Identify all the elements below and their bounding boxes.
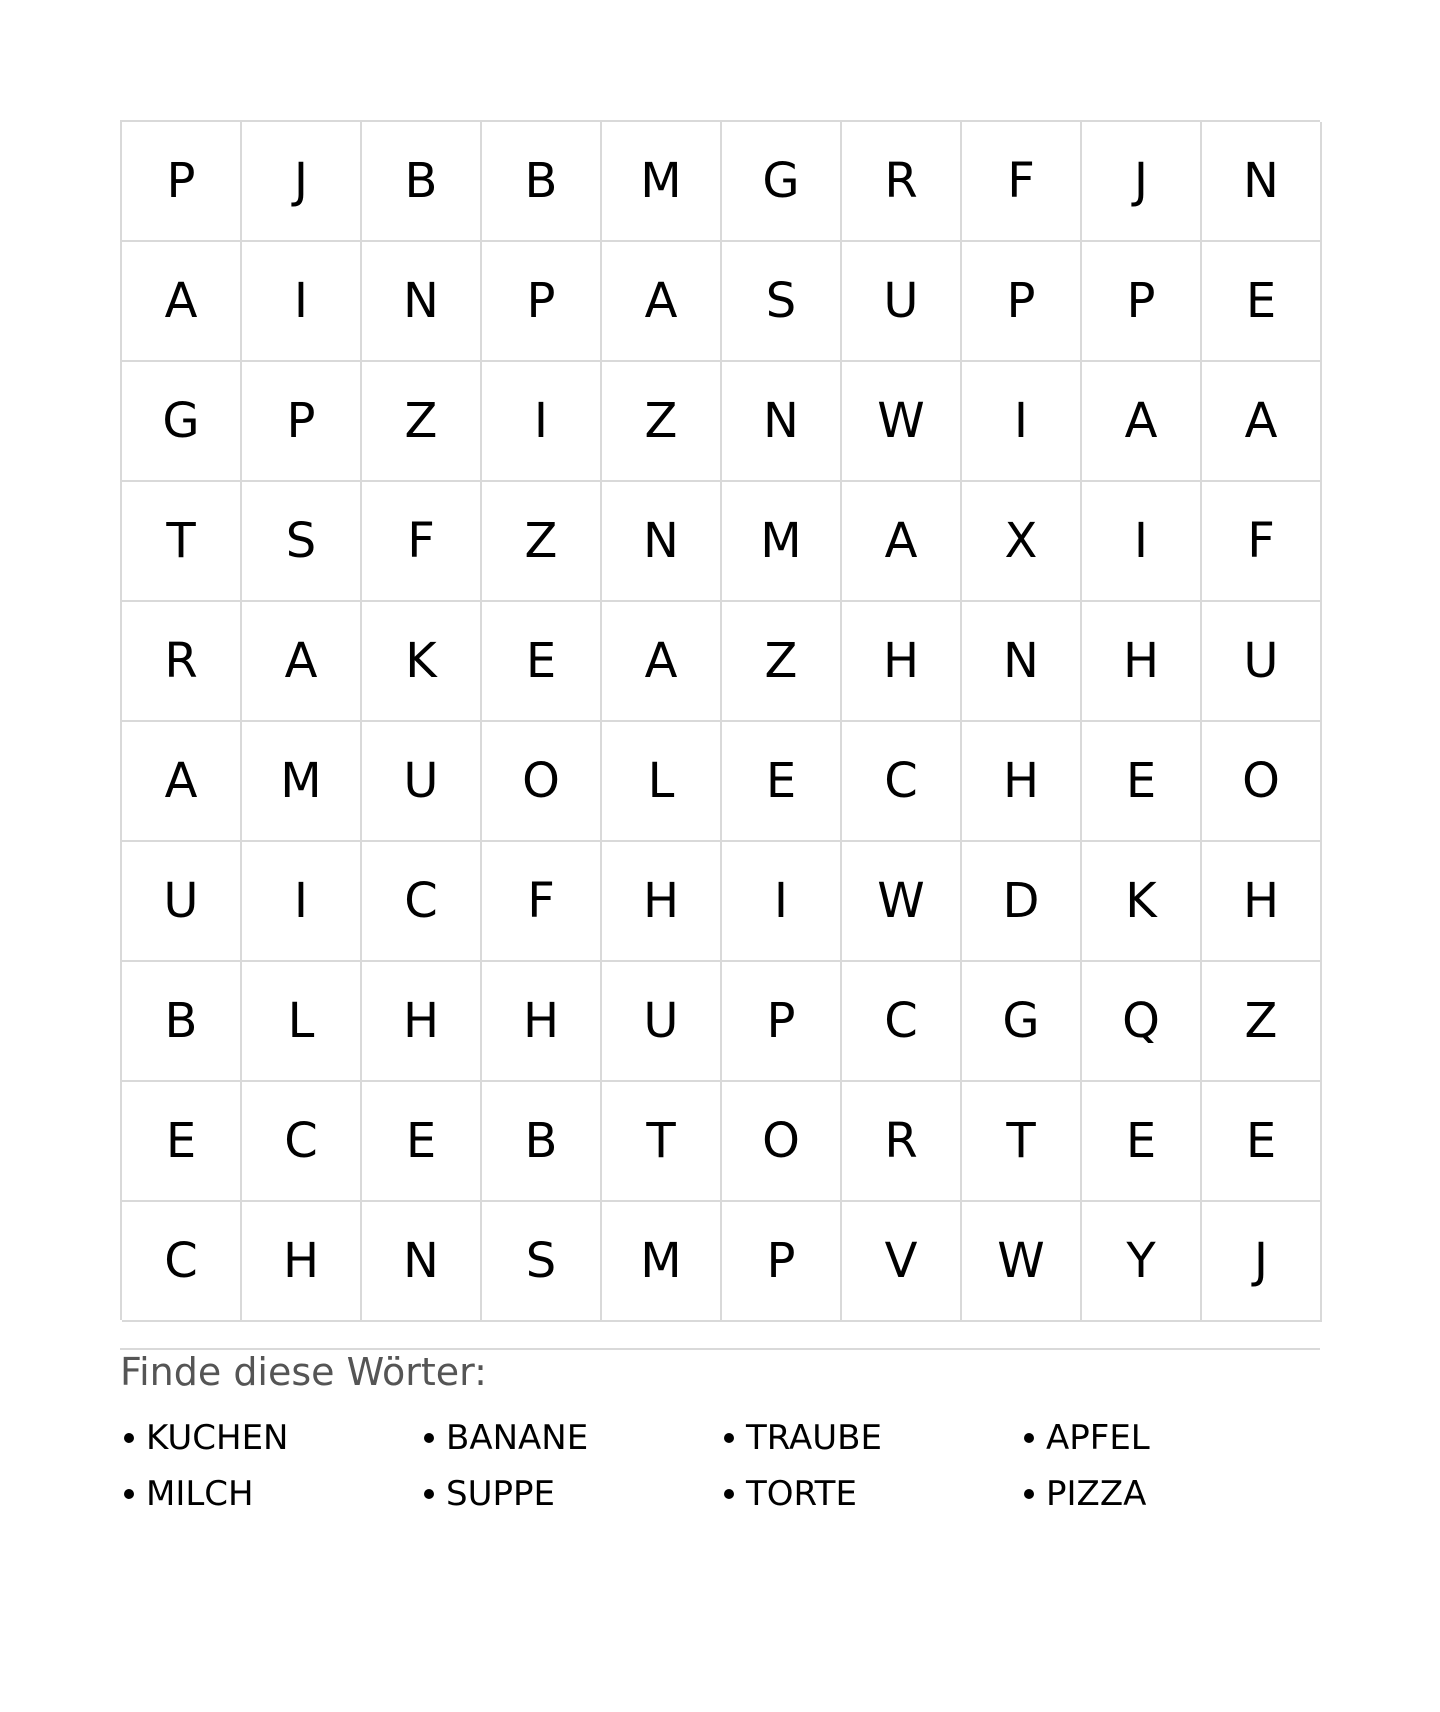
grid-cell[interactable]: F xyxy=(962,122,1082,242)
grid-cell[interactable]: Z xyxy=(722,602,842,722)
grid-cell[interactable]: A xyxy=(1082,362,1202,482)
grid-cell[interactable]: I xyxy=(722,842,842,962)
grid-cell[interactable]: U xyxy=(602,962,722,1082)
word-list-item xyxy=(1020,1466,1320,1522)
grid-cell[interactable]: H xyxy=(842,602,962,722)
grid-cell[interactable]: E xyxy=(1202,242,1322,362)
grid-cell[interactable]: C xyxy=(362,842,482,962)
grid-cell[interactable]: W xyxy=(962,1202,1082,1322)
grid-cell[interactable]: E xyxy=(1082,1082,1202,1202)
word-list-item xyxy=(420,1466,720,1522)
word-label: KUCHEN xyxy=(146,1418,289,1458)
grid-cell[interactable]: P xyxy=(1082,242,1202,362)
grid-cell[interactable]: A xyxy=(842,482,962,602)
word-list-item xyxy=(1020,1410,1320,1466)
grid-cell[interactable]: Z xyxy=(362,362,482,482)
word-label: SUPPE xyxy=(446,1474,555,1514)
grid-cell[interactable]: P xyxy=(962,242,1082,362)
grid-cell[interactable]: L xyxy=(242,962,362,1082)
bullet-icon xyxy=(1024,1433,1034,1443)
grid-cell[interactable]: N xyxy=(362,1202,482,1322)
grid-cell[interactable]: P xyxy=(722,962,842,1082)
grid-cell[interactable]: E xyxy=(722,722,842,842)
grid-cell[interactable]: G xyxy=(722,122,842,242)
grid-cell[interactable]: S xyxy=(242,482,362,602)
word-label: TRAUBE xyxy=(746,1418,882,1458)
grid-cell[interactable]: P xyxy=(122,122,242,242)
word-label: TORTE xyxy=(746,1474,857,1514)
bullet-icon xyxy=(724,1489,734,1499)
grid-cell[interactable]: F xyxy=(362,482,482,602)
grid-cell[interactable]: A xyxy=(122,722,242,842)
grid-cell[interactable]: H xyxy=(242,1202,362,1322)
grid-cell[interactable]: T xyxy=(122,482,242,602)
grid-cell[interactable]: C xyxy=(122,1202,242,1322)
grid-cell[interactable]: N xyxy=(722,362,842,482)
grid-cell[interactable]: X xyxy=(962,482,1082,602)
grid-cell[interactable]: Z xyxy=(602,362,722,482)
grid-cell[interactable]: U xyxy=(1202,602,1322,722)
grid-cell[interactable]: O xyxy=(482,722,602,842)
grid-cell[interactable]: F xyxy=(482,842,602,962)
bullet-icon xyxy=(424,1433,434,1443)
grid-cell[interactable]: E xyxy=(1202,1082,1322,1202)
grid-cell[interactable]: B xyxy=(482,122,602,242)
grid-cell[interactable]: P xyxy=(722,1202,842,1322)
grid-cell[interactable]: R xyxy=(842,122,962,242)
bullet-icon xyxy=(1024,1489,1034,1499)
grid-cell[interactable]: J xyxy=(1082,122,1202,242)
grid-cell[interactable]: R xyxy=(122,602,242,722)
grid-cell[interactable]: C xyxy=(842,722,962,842)
grid-cell[interactable]: E xyxy=(362,1082,482,1202)
grid-cell[interactable]: I xyxy=(242,842,362,962)
grid-cell[interactable]: Z xyxy=(482,482,602,602)
grid-cell[interactable]: T xyxy=(962,1082,1082,1202)
grid-cell[interactable]: K xyxy=(362,602,482,722)
grid-cell[interactable]: V xyxy=(842,1202,962,1322)
word-label: PIZZA xyxy=(1046,1474,1147,1514)
grid-cell[interactable]: G xyxy=(962,962,1082,1082)
grid-cell[interactable]: D xyxy=(962,842,1082,962)
grid-cell[interactable]: P xyxy=(482,242,602,362)
grid-cell[interactable]: E xyxy=(1082,722,1202,842)
bullet-icon xyxy=(724,1433,734,1443)
bullet-icon xyxy=(124,1489,134,1499)
grid-cell[interactable]: I xyxy=(1082,482,1202,602)
grid-cell[interactable]: H xyxy=(1202,842,1322,962)
grid-cell[interactable]: H xyxy=(1082,602,1202,722)
grid-cell[interactable]: E xyxy=(122,1082,242,1202)
word-list-item xyxy=(720,1410,1020,1466)
word-list-item xyxy=(720,1466,1020,1522)
grid-cell[interactable]: B xyxy=(482,1082,602,1202)
grid-cell[interactable]: J xyxy=(242,122,362,242)
grid-cell[interactable]: H xyxy=(482,962,602,1082)
grid-cell[interactable]: J xyxy=(1202,1202,1322,1322)
grid-cell[interactable]: N xyxy=(962,602,1082,722)
word-list xyxy=(120,1410,1320,1522)
grid-cell[interactable]: L xyxy=(602,722,722,842)
word-label: APFEL xyxy=(1046,1418,1150,1458)
grid-cell[interactable]: M xyxy=(242,722,362,842)
grid-cell[interactable]: T xyxy=(602,1082,722,1202)
grid-cell[interactable]: N xyxy=(1202,122,1322,242)
grid-cell[interactable]: H xyxy=(362,962,482,1082)
grid-cell[interactable]: M xyxy=(722,482,842,602)
grid-cell[interactable]: E xyxy=(482,602,602,722)
grid-cell[interactable]: C xyxy=(842,962,962,1082)
grid-cell[interactable]: A xyxy=(602,602,722,722)
bullet-icon xyxy=(124,1433,134,1443)
grid-cell[interactable]: M xyxy=(602,1202,722,1322)
grid-cell[interactable]: W xyxy=(842,842,962,962)
grid-cell[interactable]: A xyxy=(242,602,362,722)
grid-cell[interactable]: S xyxy=(482,1202,602,1322)
grid-cell[interactable]: C xyxy=(242,1082,362,1202)
word-list-item xyxy=(120,1410,420,1466)
grid-cell[interactable]: U xyxy=(122,842,242,962)
grid-cell[interactable]: M xyxy=(602,122,722,242)
grid-cell[interactable]: K xyxy=(1082,842,1202,962)
grid-cell[interactable]: W xyxy=(842,362,962,482)
grid-cell[interactable]: R xyxy=(842,1082,962,1202)
letter-grid xyxy=(120,120,1320,1320)
grid-cell[interactable]: H xyxy=(602,842,722,962)
grid-cell[interactable]: A xyxy=(1202,362,1322,482)
words-heading: Finde diese Wörter: xyxy=(120,1350,487,1394)
grid-cell[interactable]: H xyxy=(962,722,1082,842)
word-label: MILCH xyxy=(146,1474,254,1514)
grid-cell[interactable]: G xyxy=(122,362,242,482)
grid-cell[interactable]: A xyxy=(122,242,242,362)
grid-cell[interactable]: I xyxy=(242,242,362,362)
grid-cell[interactable]: F xyxy=(1202,482,1322,602)
grid-cell[interactable]: O xyxy=(722,1082,842,1202)
grid-cell[interactable]: S xyxy=(722,242,842,362)
grid-cell[interactable]: I xyxy=(482,362,602,482)
bullet-icon xyxy=(424,1489,434,1499)
grid-cell[interactable]: O xyxy=(1202,722,1322,842)
grid-cell[interactable]: U xyxy=(842,242,962,362)
grid-cell[interactable]: Y xyxy=(1082,1202,1202,1322)
grid-cell[interactable]: Q xyxy=(1082,962,1202,1082)
word-label: BANANE xyxy=(446,1418,589,1458)
grid-cell[interactable]: A xyxy=(602,242,722,362)
grid-cell[interactable]: I xyxy=(962,362,1082,482)
word-list-item xyxy=(120,1466,420,1522)
grid-cell[interactable]: Z xyxy=(1202,962,1322,1082)
grid-cell[interactable]: U xyxy=(362,722,482,842)
word-list-item xyxy=(420,1410,720,1466)
grid-cell[interactable]: N xyxy=(602,482,722,602)
grid-cell[interactable]: P xyxy=(242,362,362,482)
grid-cell[interactable]: B xyxy=(122,962,242,1082)
grid-cell[interactable]: N xyxy=(362,242,482,362)
grid-cell[interactable]: B xyxy=(362,122,482,242)
